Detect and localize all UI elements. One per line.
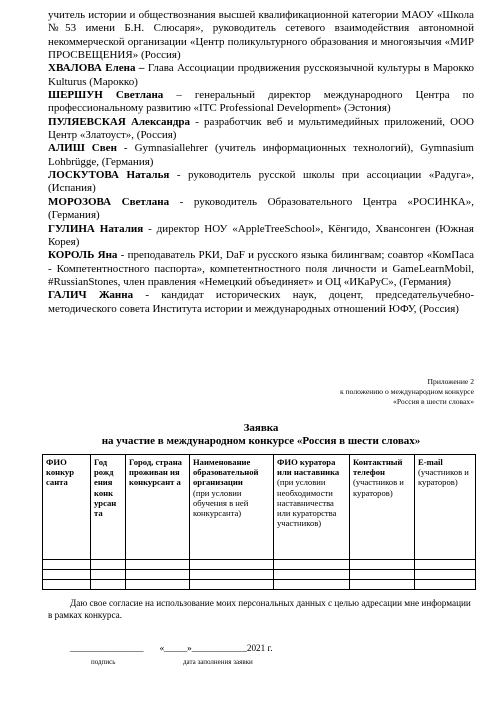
person-entry bbox=[48, 196, 474, 223]
table-cell[interactable] bbox=[190, 560, 274, 570]
table-cell[interactable] bbox=[350, 560, 415, 570]
table-cell[interactable] bbox=[43, 580, 91, 590]
person-entry bbox=[48, 169, 474, 196]
person-name: ЛОСКУТОВА Наталья bbox=[48, 169, 170, 182]
table-cell[interactable] bbox=[415, 560, 476, 570]
table-cell[interactable] bbox=[91, 580, 126, 590]
table-cell[interactable] bbox=[274, 570, 350, 580]
table-row bbox=[43, 570, 476, 580]
table-cell[interactable] bbox=[190, 570, 274, 580]
table-cell[interactable] bbox=[190, 580, 274, 590]
appendix-note bbox=[214, 377, 474, 407]
person-role: - преподаватель РКИ, DaF и русского языка билингвам; соавтор «КомПаса - Компетентностного паспорта», компетентностного поля личности и GameLearnMobil, #RussianStones, член правления «Немецкий объединяет» и ОЦ «ИКаРуС», (Германия) bbox=[48, 249, 474, 288]
appendix-line: «Россия в шести словах» bbox=[393, 397, 474, 406]
appendix-line: к положению о международном конкурсе bbox=[339, 387, 474, 396]
person-role: учитель истории и обществознания высшей квалификационной категории МАОУ «Школа №53 имени Б.Н. Слюсаря», руководитель сетевого взаимодействия автономной некоммерческой организации «Центр поликультурного образования и многоязычия «МИР ПРОСВЕЩЕНИЯ» (Россия) bbox=[48, 9, 474, 62]
person-entry bbox=[48, 142, 474, 169]
signature-label: подпись bbox=[91, 658, 116, 666]
table-cell[interactable] bbox=[274, 580, 350, 590]
table-cell[interactable] bbox=[126, 560, 190, 570]
person-role: - руководитель русской школы при ассоциации «Радуга», (Испания) bbox=[48, 169, 474, 195]
table-header-cell: Год рожд ения конк урсан та bbox=[91, 455, 126, 560]
person-entry bbox=[48, 289, 474, 316]
table-cell[interactable] bbox=[43, 560, 91, 570]
table-header-cell: E-mail (участников и кураторов) bbox=[415, 455, 476, 560]
person-role: - Gymnasiallehrer (учитель информационных технологий), Gymnasium Lohbrügge, (Германия) bbox=[48, 142, 474, 168]
person-name: МОРОЗОВА Светлана bbox=[48, 195, 170, 208]
person-name: ГУЛИНА Наталия bbox=[48, 222, 144, 235]
person-name: ШЕРШУН Светлана bbox=[48, 89, 164, 102]
person-entry bbox=[48, 62, 474, 89]
person-entry bbox=[48, 116, 474, 143]
organizers-list bbox=[48, 9, 474, 316]
date-label: дата заполнения заявки bbox=[183, 658, 253, 666]
consent-text: Даю свое согласие на использование моих персональных данных с целью адресации мне информации в рамках конкурса. bbox=[48, 598, 471, 620]
person-entry bbox=[48, 9, 474, 62]
person-role: Глава Ассоциации продвижения русскоязычной культуры в Марокко Kulturus (Марокко) bbox=[48, 62, 474, 88]
table-cell[interactable] bbox=[91, 570, 126, 580]
table-row bbox=[43, 580, 476, 590]
table-cell[interactable] bbox=[91, 560, 126, 570]
table-header-cell: ФИО куратора или наставника (при условии необходимости наставничества или кураторства участников) bbox=[274, 455, 350, 560]
person-entry bbox=[48, 249, 474, 289]
table-header-cell: ФИО конкур санта bbox=[43, 455, 91, 560]
table-cell[interactable] bbox=[274, 560, 350, 570]
consent-statement bbox=[48, 597, 474, 621]
table-cell[interactable] bbox=[415, 580, 476, 590]
person-name: КОРОЛЬ Яна bbox=[48, 249, 118, 262]
table-header-cell: Контактный телефон (участников и кураторов) bbox=[350, 455, 415, 560]
person-role: - кандидат исторических наук, доцент, председательучебно-методического совета Института истории и международных отношений ЮФУ, (Россия) bbox=[48, 289, 474, 315]
table-cell[interactable] bbox=[350, 570, 415, 580]
table-cell[interactable] bbox=[350, 580, 415, 590]
table-cell[interactable] bbox=[126, 570, 190, 580]
form-title-main: Заявка bbox=[243, 422, 279, 434]
table-header-row bbox=[43, 455, 476, 560]
form-title-sub: на участие в международном конкурсе «Россия в шести словах» bbox=[101, 435, 421, 447]
table-header-cell: Наименование образовательной организации (при условии обучения в ней конкурсанта) bbox=[190, 455, 274, 560]
person-role: - директор НОУ «AppleTreeSchool», Кёнгидо, Хвансонген (Южная Корея) bbox=[48, 222, 474, 248]
form-title bbox=[48, 422, 474, 448]
person-role: - разработчик веб и мультимедийных приложений, ООО Центр «Златоуст», (Россия) bbox=[48, 115, 474, 142]
appendix-line: Приложение 2 bbox=[427, 377, 474, 386]
table-row bbox=[43, 560, 476, 570]
person-entry bbox=[48, 89, 474, 116]
person-name: АЛИШ Свен bbox=[48, 142, 117, 155]
table-cell[interactable] bbox=[126, 580, 190, 590]
table-cell[interactable] bbox=[43, 570, 91, 580]
person-entry bbox=[48, 223, 474, 250]
person-role: - руководитель Образовательного Центра «РОСИНКА», (Германия) bbox=[48, 195, 474, 222]
person-name: ГАЛИЧ Жанна bbox=[48, 289, 134, 302]
application-table bbox=[42, 454, 476, 590]
person-name: ХВАЛОВА Елена – bbox=[48, 62, 145, 75]
signature-line[interactable]: ________________ «_____»____________2021 г. bbox=[70, 643, 273, 653]
person-name: ПУЛЯЕВСКАЯ Александра bbox=[48, 115, 191, 128]
table-cell[interactable] bbox=[415, 570, 476, 580]
table-header-cell: Город, страна проживан ия конкурсант а bbox=[126, 455, 190, 560]
person-role: – генеральный директор международного Центра по профессиональному развитию «ITC Professional Development» (Эстония) bbox=[48, 89, 474, 115]
